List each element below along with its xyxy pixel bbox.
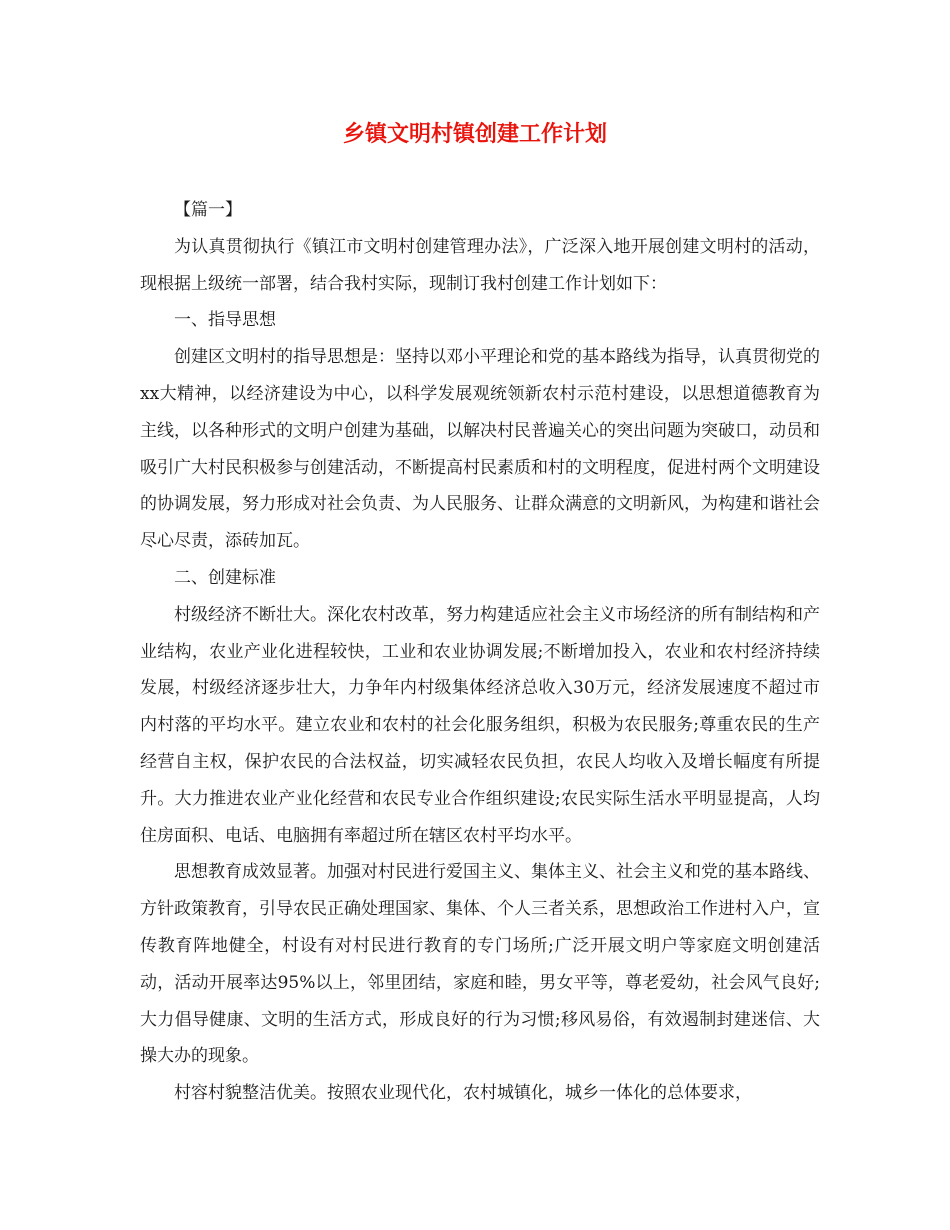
- document-title: 乡镇文明村镇创建工作计划: [342, 121, 607, 147]
- heading-creation-standards: 二、创建标准: [174, 567, 276, 588]
- section-label-pian-yi: 【篇一】: [174, 200, 242, 220]
- education-paragraph: 思想教育成效显著。加强对村民进行爱国主义、集体主义、社会主义和党的基本路线、方针政策教育，引导农民正确处理国家、集体、个人三者关系，思想政治工作进村入户，宣传教育阵地健全，村设有对村民进行教育的专门场所;广泛开展文明户等家庭文明创建活动，活动开展率达95%以上，邻里团结，家庭和睦，男女平等，尊老爱幼，社会风气良好;大力倡导健康、文明的生活方式，形成良好的行为习惯;移风易俗，有效遏制封建迷信、大操大办的现象。: [140, 862, 820, 1067]
- heading-guiding-ideology: 一、指导思想: [174, 310, 276, 331]
- intro-paragraph: 为认真贯彻执行《镇江市文明村创建管理办法》，广泛深入地开展创建文明村的活动，现根据上级统一部署，结合我村实际，现制订我村创建工作计划如下：: [140, 236, 820, 294]
- economy-paragraph: 村级经济不断壮大。深化农村改革，努力构建适应社会主义市场经济的所有制结构和产业结构，农业产业化进程较快，工业和农业协调发展;不断增加投入，农业和农村经济持续发展，村级经济逐步壮大，力争年内村级集体经济总收入30万元，经济发展速度不超过市内村落的平均水平。建立农业和农村的社会化服务组织，积极为农民服务;尊重农民的生产经营自主权，保护农民的合法权益，切实减轻农民负担，农民人均收入及增长幅度有所提升。大力推进农业产业化经营和农民专业合作组织建设;农民实际生活水平明显提高，人均住房面积、电话、电脑拥有率超过所在辖区农村平均水平。: [140, 604, 820, 846]
- guiding-ideology-paragraph: 创建区文明村的指导思想是：坚持以邓小平理论和党的基本路线为指导，认真贯彻党的xx大精神，以经济建设为中心，以科学发展观统领新农村示范村建设，以思想道德教育为主线，以各种形式的文明户创建为基础，以解决村民普遍关心的突出问题为突破口，动员和吸引广大村民积极参与创建活动，不断提高村民素质和村的文明程度，促进村两个文明建设的协调发展，努力形成对社会负责、为人民服务、让群众满意的文明新风，为构建和谐社会尽心尽责，添砖加瓦。: [140, 347, 820, 552]
- village-appearance-paragraph: 村容村貌整洁优美。按照农业现代化，农村城镇化，城乡一体化的总体要求，: [174, 1083, 752, 1104]
- document-body: [140, 192, 820, 1112]
